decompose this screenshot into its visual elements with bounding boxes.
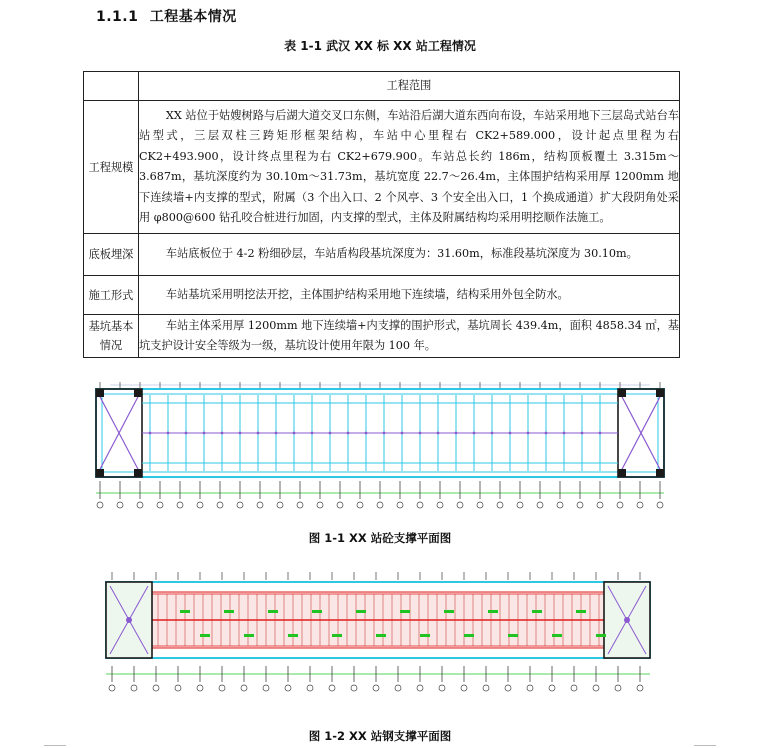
table-corner-cell <box>84 72 139 101</box>
axis-bubble <box>117 502 123 508</box>
column-node <box>419 432 422 435</box>
axis-bubble <box>175 685 181 691</box>
table-row <box>84 101 680 234</box>
axis-bubble <box>377 502 383 508</box>
row-content: 车站基坑采用明挖法开挖，主体围护结构采用地下连续墙，结构采用外包全防水。 <box>139 276 680 315</box>
axis-bubble <box>657 502 663 508</box>
axis-bubble <box>477 502 483 508</box>
green-mark <box>488 610 498 613</box>
section-title: 工程基本情况 <box>149 9 237 25</box>
top-axis-ticks <box>112 572 640 580</box>
table-caption: 表 1-1 武汉 XX 标 XX 站工程情况 <box>284 39 476 53</box>
column-node <box>491 432 494 435</box>
steel-support-plan-drawing <box>100 570 656 698</box>
axis-bubble <box>437 502 443 508</box>
axis-bubble <box>217 502 223 508</box>
axis-bubble <box>351 685 357 691</box>
axis-bubble <box>549 685 555 691</box>
column-node <box>221 432 224 435</box>
column-node <box>599 432 602 435</box>
green-mark <box>288 634 298 637</box>
column-node <box>581 432 584 435</box>
column-node <box>311 432 314 435</box>
axis-bubble <box>197 685 203 691</box>
axis-bubble <box>197 502 203 508</box>
green-mark <box>576 610 586 613</box>
green-mark <box>376 634 386 637</box>
page-corner-mark-left <box>44 745 66 746</box>
axis-bubble <box>257 502 263 508</box>
axis-bubble <box>157 502 163 508</box>
green-mark <box>552 634 562 637</box>
bottom-axis-ticks <box>96 481 664 508</box>
row-label: 施工形式 <box>84 276 139 315</box>
green-mark <box>508 634 518 637</box>
column-node <box>401 432 404 435</box>
column-node <box>545 432 548 435</box>
row-content: XX 站位于姑嫂树路与后湖大道交叉口东侧，车站沿后湖大道东西向布设，车站采用地下三层岛式站台车站型式，三层双柱三跨矩形框架结构，车站中心里程右 CK2+589.000，设计起点里程为右 CK2+493.900，设计终点里程为右 CK2+679.900。车站总长约 186m，结构顶板覆土 3.315m～3.687m，基坑深度约为 30.10m～31.73m，基坑宽度 22.7～26.4m，主体围护结构采用厚 1200mm 地下连续墙+内支撑的型式，附属（3 个出入口、2 个风亭、3 个安全出入口，1 个换成通道）扩大段阴角处采用 φ800@600 钻孔咬合桩进行加固，内支撑的型式，主体及附属结构均采用明挖顺作法施工。 <box>139 101 680 234</box>
column-node <box>509 432 512 435</box>
axis-bubble <box>577 502 583 508</box>
green-mark <box>420 634 430 637</box>
column-node <box>275 432 278 435</box>
east-end-shaft <box>618 389 664 477</box>
axis-bubble <box>395 685 401 691</box>
green-mark <box>244 634 254 637</box>
west-end-shaft <box>96 389 142 477</box>
axis-bubble <box>571 685 577 691</box>
axis-bubble <box>297 502 303 508</box>
row-content: 车站底板位于 4-2 粉细砂层，车站盾构段基坑深度为：31.60m，标准段基坑深度为 30.10m。 <box>139 234 680 276</box>
table-row <box>84 276 680 315</box>
axis-bubble <box>439 685 445 691</box>
table-row <box>84 234 680 276</box>
row-label: 底板埋深 <box>84 234 139 276</box>
axis-bubble <box>483 685 489 691</box>
concrete-support-plan-drawing <box>90 381 670 513</box>
green-mark <box>532 610 542 613</box>
axis-bubble <box>597 502 603 508</box>
column-node <box>347 432 350 435</box>
row-content: 车站主体采用厚 1200mm 地下连续墙+内支撑的围护形式，基坑周长 439.4m，面积 4858.34 ㎡，基坑支护设计安全等级为一级，基坑设计使用年限为 100 年。 <box>139 315 680 358</box>
section-heading <box>96 6 237 26</box>
column-node <box>437 432 440 435</box>
table-header-cell: 工程范围 <box>139 72 680 101</box>
axis-bubble <box>177 502 183 508</box>
axis-bubble <box>505 685 511 691</box>
axis-bubble <box>417 685 423 691</box>
axis-bubble <box>307 685 313 691</box>
column-node <box>455 432 458 435</box>
table-header-row <box>84 72 680 101</box>
column-node <box>239 432 242 435</box>
axis-bubble <box>285 685 291 691</box>
axis-bubble <box>357 502 363 508</box>
green-mark <box>200 634 210 637</box>
figure-2-caption: 图 1-2 XX 站钢支撑平面图 <box>308 729 452 743</box>
column-node <box>149 432 152 435</box>
axis-bubble <box>557 502 563 508</box>
axis-bubble <box>237 502 243 508</box>
column-node <box>365 432 368 435</box>
axis-bubble <box>527 685 533 691</box>
section-number: 1.1.1 <box>96 9 139 25</box>
axis-bubble <box>517 502 523 508</box>
figure-1-caption: 图 1-1 XX 站砼支撑平面图 <box>308 531 452 545</box>
axis-bubble <box>497 502 503 508</box>
axis-bubble <box>263 685 269 691</box>
axis-bubble <box>637 685 643 691</box>
page-corner-mark-right <box>694 745 716 746</box>
axis-bubble <box>97 502 103 508</box>
column-node <box>185 432 188 435</box>
axis-bubble <box>329 685 335 691</box>
column-node <box>473 432 476 435</box>
green-mark <box>224 610 234 613</box>
axis-bubble <box>461 685 467 691</box>
green-mark <box>332 634 342 637</box>
axis-bubble <box>337 502 343 508</box>
axis-bubble <box>241 685 247 691</box>
axis-bubble <box>417 502 423 508</box>
west-end-shaft <box>106 582 152 658</box>
green-mark <box>268 610 278 613</box>
green-mark <box>464 634 474 637</box>
green-mark <box>356 610 366 613</box>
row-label: 工程规模 <box>84 101 139 234</box>
axis-bubble <box>457 502 463 508</box>
axis-bubble <box>593 685 599 691</box>
green-mark <box>180 610 190 613</box>
column-node <box>563 432 566 435</box>
axis-bubble <box>137 502 143 508</box>
east-end-shaft <box>604 582 650 658</box>
column-node <box>257 432 260 435</box>
green-mark <box>312 610 322 613</box>
column-node <box>167 432 170 435</box>
table-row <box>84 315 680 358</box>
axis-bubble <box>615 685 621 691</box>
axis-bubble <box>617 502 623 508</box>
project-info-table <box>83 71 680 358</box>
row-label: 基坑基本情况 <box>84 315 139 358</box>
column-node <box>329 432 332 435</box>
axis-bubble <box>219 685 225 691</box>
column-node <box>383 432 386 435</box>
green-mark <box>400 610 410 613</box>
axis-bubble <box>537 502 543 508</box>
axis-bubble <box>317 502 323 508</box>
axis-bubble <box>277 502 283 508</box>
column-node <box>293 432 296 435</box>
green-mark <box>444 610 454 613</box>
axis-bubble <box>373 685 379 691</box>
axis-bubble <box>397 502 403 508</box>
column-node <box>527 432 530 435</box>
green-mark <box>596 634 606 637</box>
bottom-axis-ticks <box>106 666 650 691</box>
axis-bubble <box>153 685 159 691</box>
axis-bubble <box>131 685 137 691</box>
axis-bubble <box>109 685 115 691</box>
top-axis-ticks <box>100 382 660 388</box>
axis-bubble <box>637 502 643 508</box>
column-node <box>203 432 206 435</box>
